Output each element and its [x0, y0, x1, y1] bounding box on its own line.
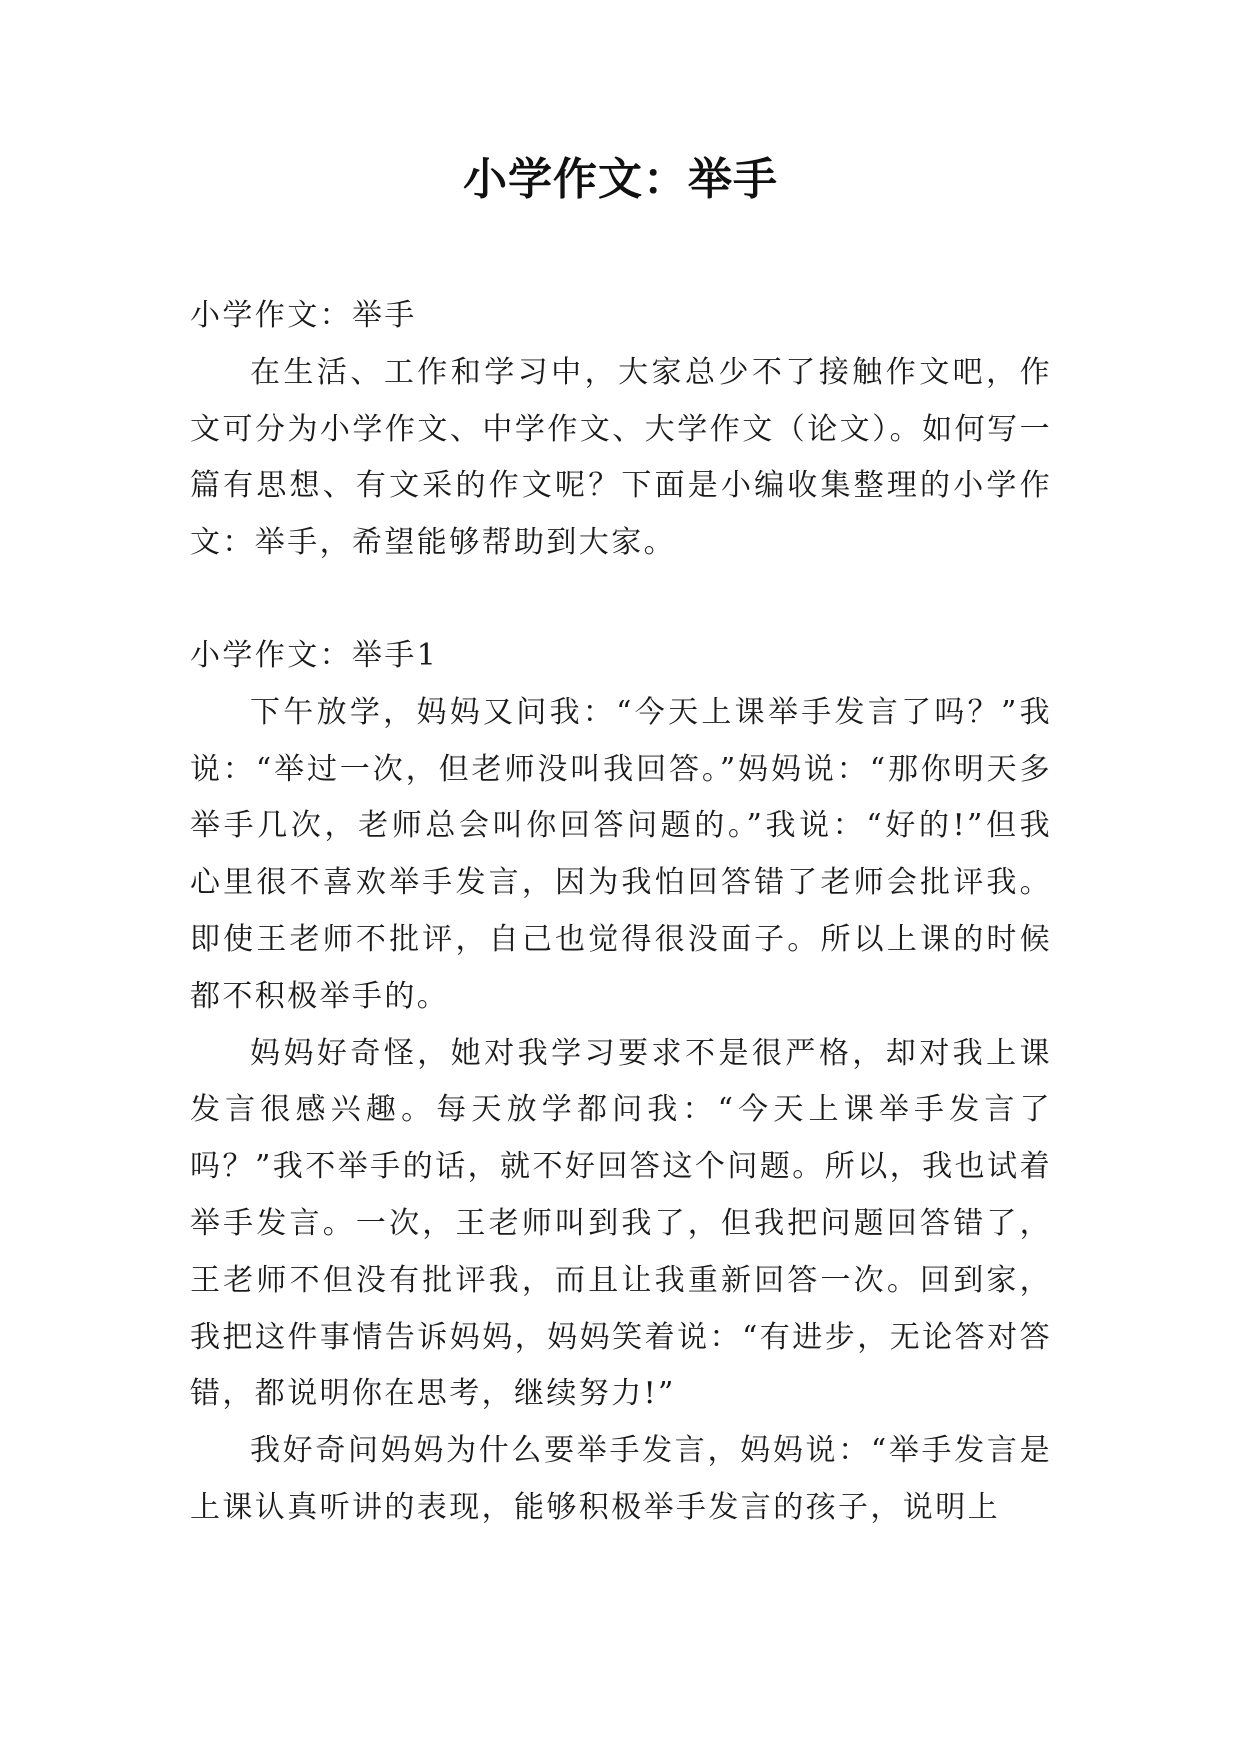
document-title: 小学作文：举手	[463, 154, 778, 205]
document-body	[190, 288, 1052, 1537]
intro-paragraph: 在生活、工作和学习中，大家总少不了接触作文吧，作文可分为小学作文、中学作文、大学作文（论文）。如何写一篇有思想、有文采的作文呢？下面是小编收集整理的小学作文：举手，希望能够帮助到大家。	[190, 354, 1052, 561]
intro-heading: 小学作文：举手	[190, 298, 417, 333]
section-heading: 小学作文：举手1	[190, 637, 439, 673]
body-paragraph: 我好奇问妈妈为什么要举手发言，妈妈说：“举手发言是上课认真听讲的表现，能够积极举手发言的孩子，说明上	[190, 1433, 1052, 1525]
body-paragraph: 下午放学，妈妈又问我：“今天上课举手发言了吗？”我说：“举过一次，但老师没叫我回答。”妈妈说：“那你明天多举手几次，老师总会叫你回答问题的。”我说：“好的!”但我心里很不喜欢举手发言，因为我怕回答错了老师会批评我。即使王老师不批评，自己也觉得很没面子。所以上课的时候都不积极举手的。	[190, 694, 1052, 1014]
body-paragraph: 妈妈好奇怪，她对我学习要求不是很严格，却对我上课发言很感兴趣。每天放学都问我：“今天上课举手发言了吗？”我不举手的话，就不好回答这个问题。所以，我也试着举手发言。一次，王老师叫到我了，但我把问题回答错了，王老师不但没有批评我，而且让我重新回答一次。回到家，我把这件事情告诉妈妈，妈妈笑着说：“有进步，无论答对答错，都说明你在思考，继续努力!”	[190, 1035, 1052, 1412]
